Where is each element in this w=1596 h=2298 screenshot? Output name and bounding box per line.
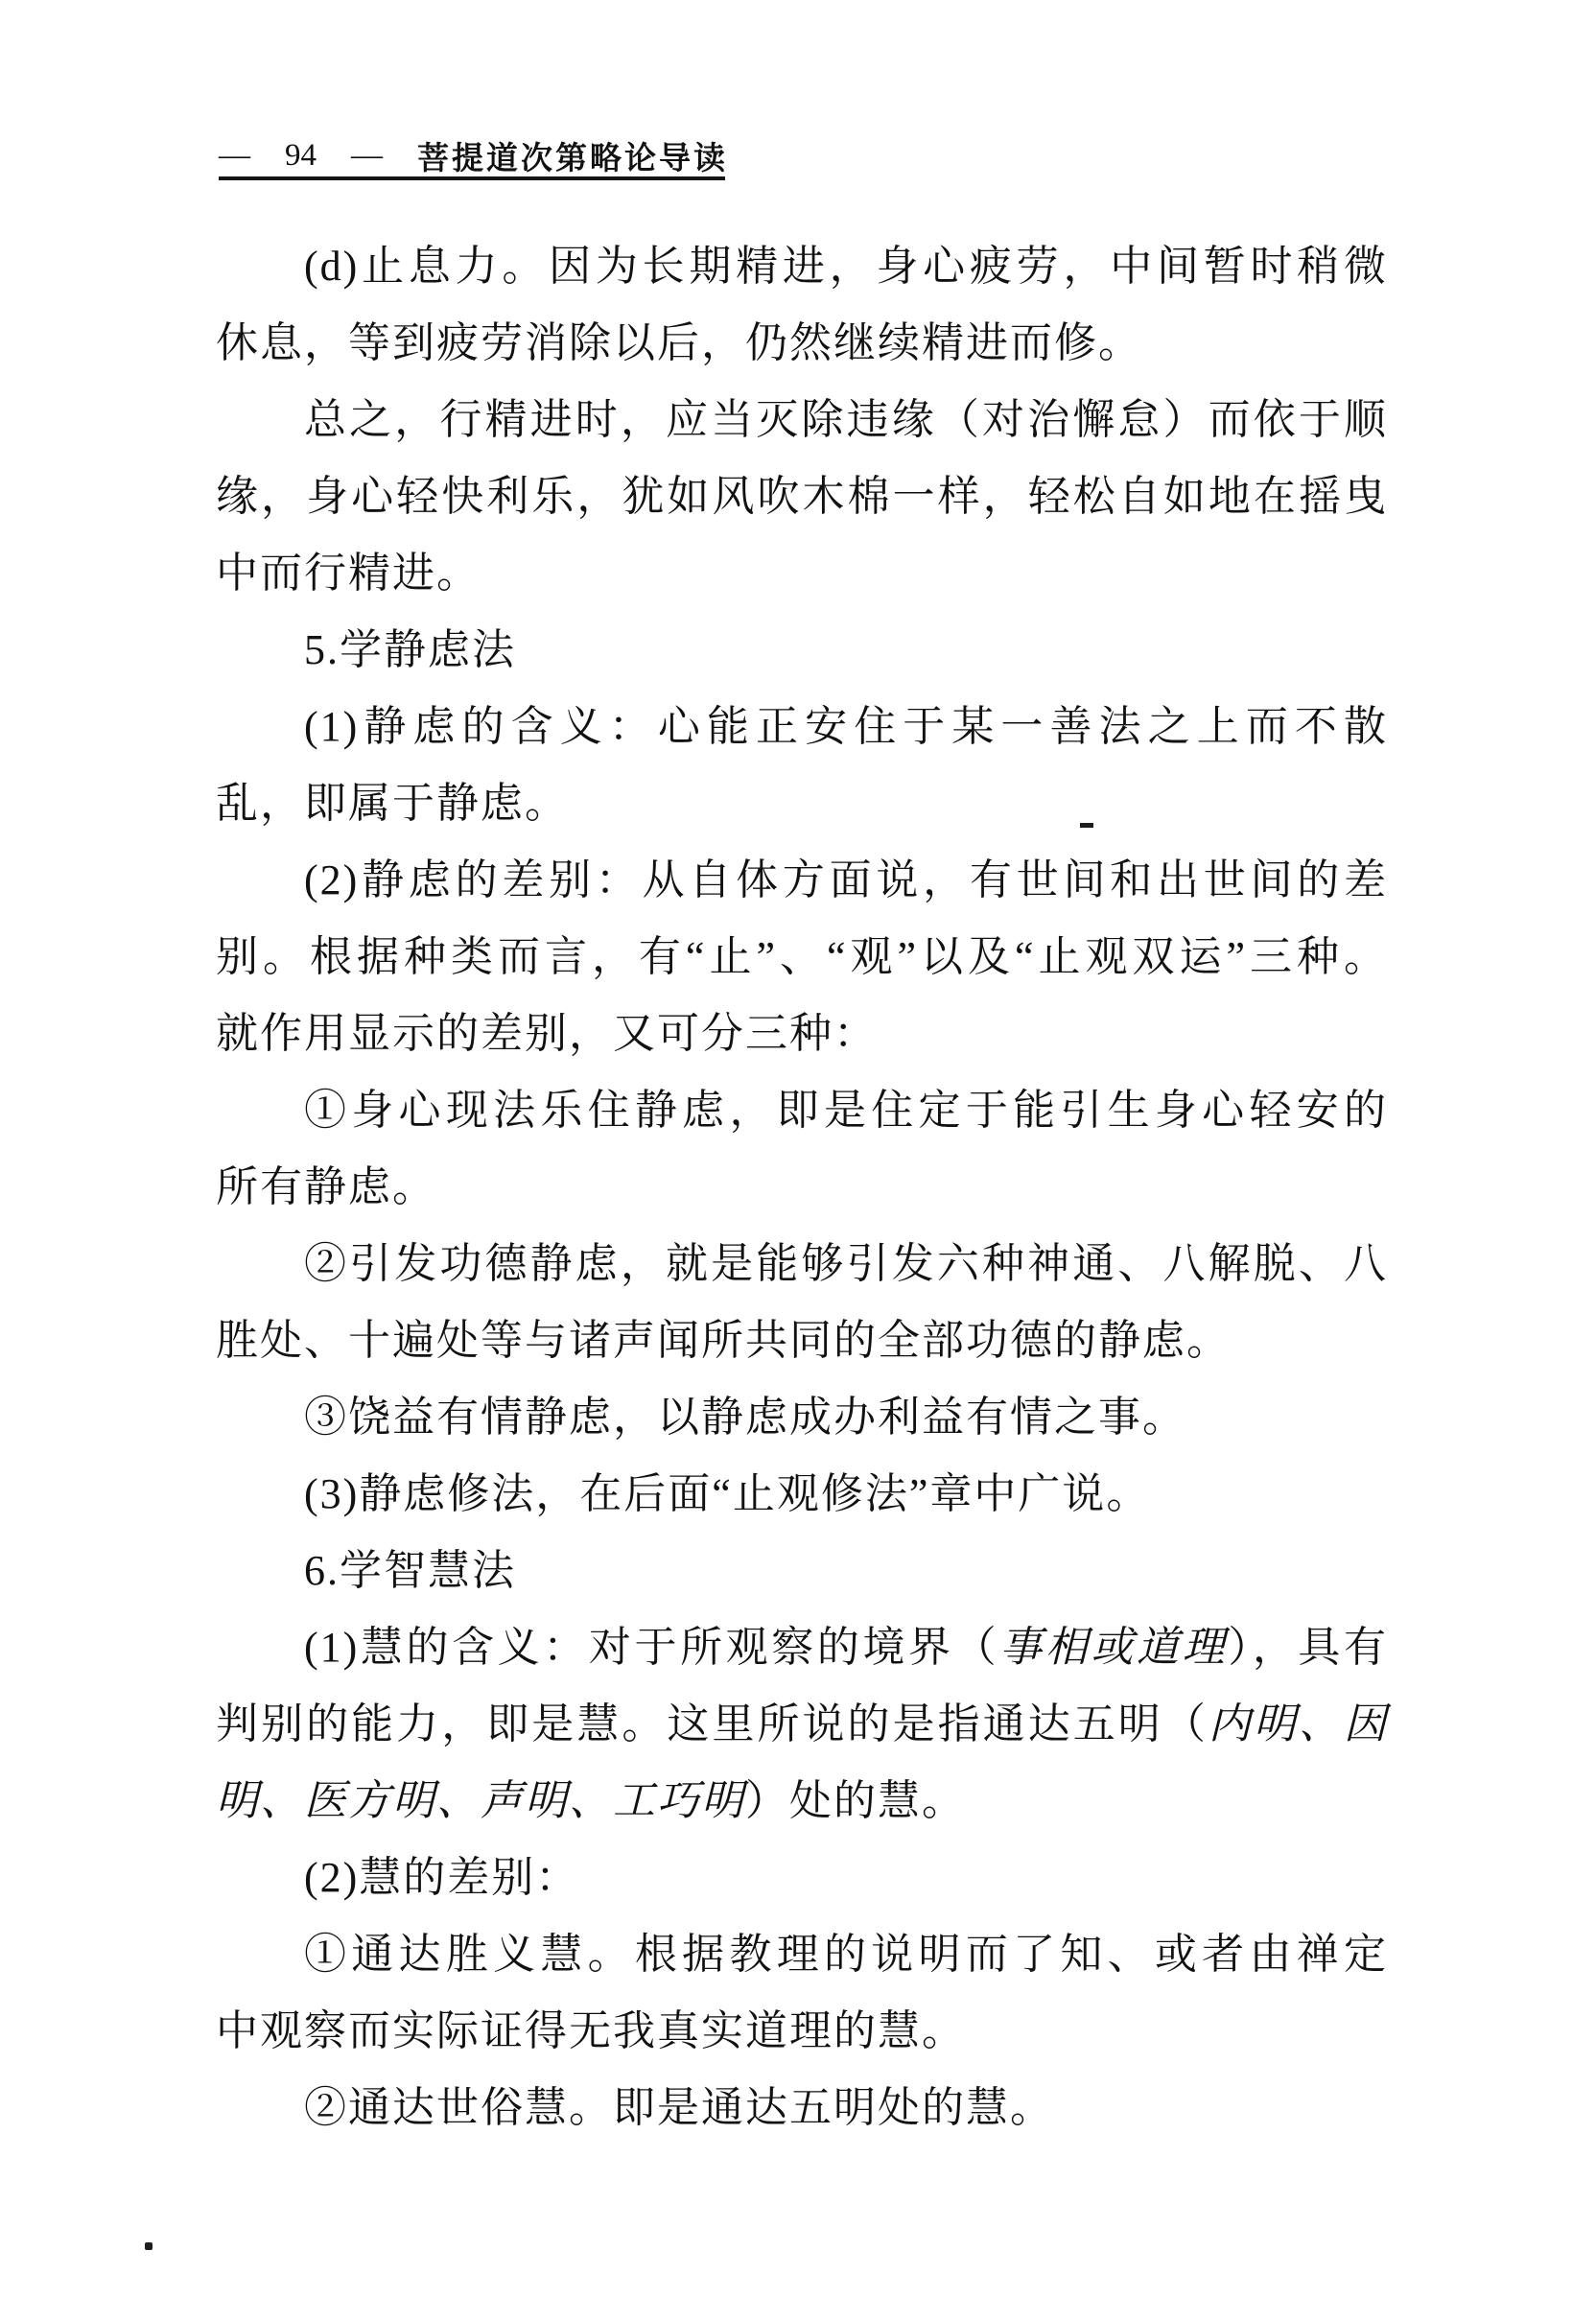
text-segment: (1)静虑的含义：心能正安住于某一善法之上而不散 [304, 703, 1388, 750]
text-segment: ①通达胜义慧。根据教理的说明而了知、或者由禅定 [304, 1931, 1388, 1978]
text-segment: 别。根据种类而言，有“止”、“观”以及“止观双运”三种。 [216, 933, 1388, 980]
running-header [219, 135, 728, 176]
text-line [216, 1840, 1388, 1916]
text-segment: ），具有 [1228, 1624, 1389, 1671]
text-segment: 判别的能力，即是慧。这里所说的是指通达五明（ [216, 1700, 1209, 1747]
text-line [216, 458, 1388, 535]
header-rule [219, 176, 725, 180]
text-line [216, 228, 1388, 305]
text-line [216, 1993, 1388, 2070]
text-line [216, 919, 1388, 996]
text-segment: ②引发功德静虑，就是能够引发六种神通、八解脱、八 [304, 1240, 1388, 1287]
text-segment: 总之，行精进时，应当灭除违缘（对治懈怠）而依于顺 [304, 396, 1388, 443]
text-segment: 胜处、十遍处等与诸声闻所共同的全部功德的静虑。 [216, 1317, 1231, 1364]
text-line [216, 305, 1388, 382]
scan-artifact-dash [1080, 823, 1093, 828]
text-line [216, 535, 1388, 612]
page-number-left-dash: — [219, 137, 250, 173]
text-segment: (1)慧的含义：对于所观察的境界（ [304, 1624, 1000, 1671]
text-segment: ②通达世俗慧。即是通达五明处的慧。 [304, 2084, 1054, 2131]
text-line [216, 1916, 1388, 1993]
text-line [216, 1072, 1388, 1149]
text-segment: ③饶益有情静虑，以静虑成办利益有情之事。 [304, 1394, 1186, 1441]
text-line [216, 612, 1388, 689]
text-segment: 乱，即属于静虑。 [216, 780, 569, 827]
text-line [216, 1379, 1388, 1456]
text-segment: ①身心现法乐住静虑，即是住定于能引生身心轻安的 [304, 1087, 1388, 1134]
text-line [216, 765, 1388, 842]
text-segment: ）处的慧。 [745, 1777, 966, 1824]
text-line [216, 1302, 1388, 1379]
text-line [216, 1763, 1388, 1840]
body-text [216, 228, 1388, 2146]
text-segment: 缘，身心轻快利乐，犹如风吹木棉一样，轻松自如地在摇曳 [216, 473, 1388, 520]
text-line [216, 996, 1388, 1072]
book-title: 菩提道次第略论导读 [417, 141, 728, 176]
text-segment: 6.学智慧法 [304, 1547, 516, 1594]
scan-artifact-dot [145, 2242, 153, 2250]
emphasis-text-segment: 事相或道理 [999, 1624, 1229, 1671]
text-line [216, 842, 1388, 919]
page-number-right-dash: — [351, 137, 383, 173]
text-line [216, 1533, 1388, 1609]
text-segment: (2)慧的差别： [304, 1854, 580, 1901]
emphasis-text-segment: 内明、因 [1208, 1700, 1389, 1747]
text-segment: (3)静虑修法，在后面“止观修法”章中广说。 [304, 1470, 1151, 1517]
text-line [216, 1456, 1388, 1533]
text-line [216, 1149, 1388, 1226]
text-line [216, 382, 1388, 458]
text-segment: 休息，等到疲劳消除以后，仍然继续精进而修。 [216, 319, 1142, 366]
text-segment: (2)静虑的差别：从自体方面说，有世间和出世间的差 [304, 856, 1388, 903]
text-line [216, 1686, 1388, 1763]
text-line [216, 2070, 1388, 2146]
text-segment: 所有静虑。 [216, 1163, 436, 1210]
page-number: 94 [285, 137, 317, 173]
text-segment: 中观察而实际证得无我真实道理的慧。 [216, 2007, 966, 2054]
text-segment: (d)止息力。因为长期精进，身心疲劳，中间暂时稍微 [304, 243, 1388, 290]
text-line [216, 689, 1388, 765]
text-line [216, 1226, 1388, 1302]
emphasis-text-segment: 明、医方明、声明、工巧明 [216, 1777, 745, 1824]
text-segment: 5.学静虑法 [304, 626, 516, 673]
text-segment: 中而行精进。 [216, 550, 481, 597]
text-segment: 就作用显示的差别，又可分三种： [216, 1010, 878, 1057]
text-line [216, 1609, 1388, 1686]
